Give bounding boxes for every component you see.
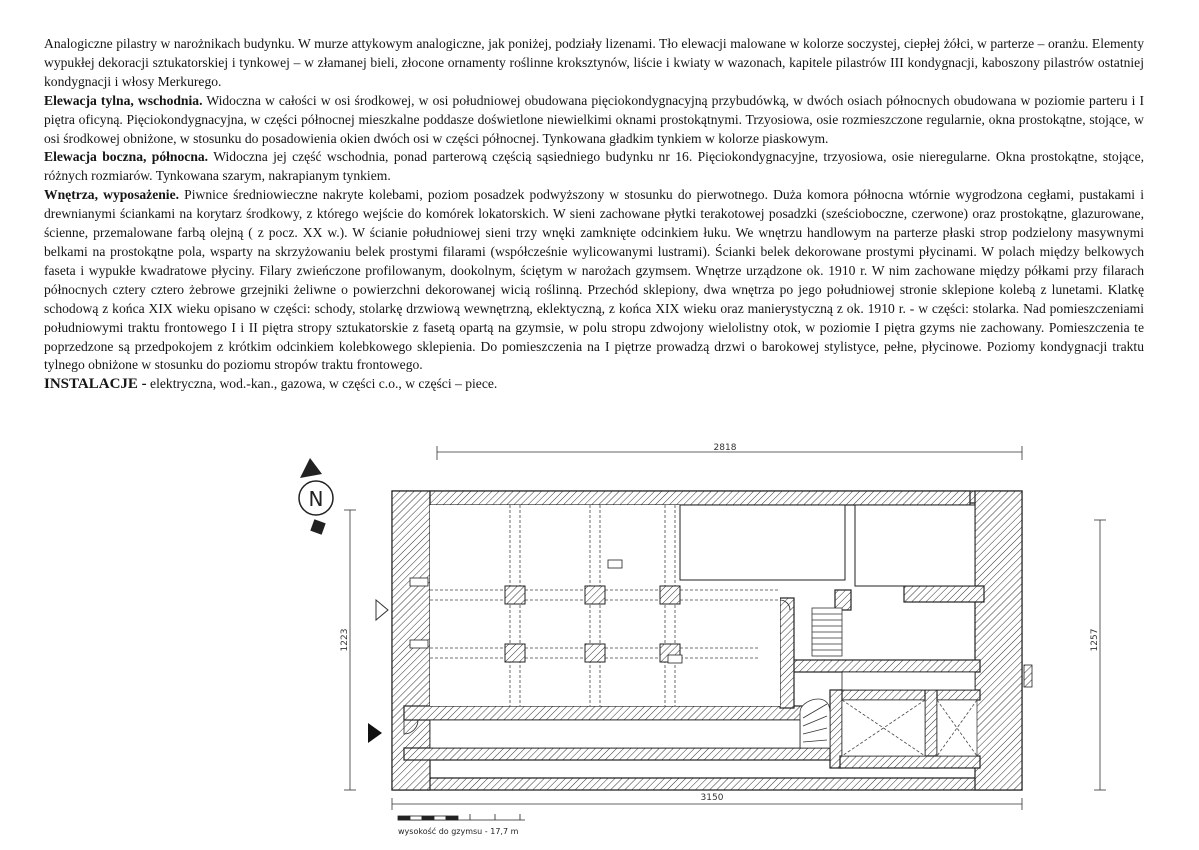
entrance-marker-main <box>368 723 382 743</box>
staircase <box>812 608 842 656</box>
passage <box>430 720 800 748</box>
body-interiors: Piwnice średniowieczne nakryte kolebami, poziom posadzek podwyższony w stosunku do pierwotnego. Duża komora północna wtórnie wygrodzona cegłami, pustakami i drewnianymi ściankami na korytarz środkowy, z którego wejście do komórek lokatorskich. W sieni zachowane płytki terakotowej posadzki (sześcioboczne, czerwone) oraz prostokątne, glazurowane, ścienne, przemalowane farbą olejną ( z pocz. XX w.). W ścianie południowej sieni trzy wnęki zamknięte odcinkiem łuku. We wnętrzu handlowym na parterze płaski strop podzielony masywnymi belkami na prostokątne pola, wsparty na skrzyżowaniu belek prostymi filarami (współcześnie wylicowanymi lustrami). Ścianki belek dekorowane prostymi płycinami. W polach między belkowych faseta i wypukłe kwadratowe płyciny. Filary zwieńczone profilowanym, dookolnym, ściętym w narożach gzymsem. Wnętrze urządzone ok. 1910 r. W nim zachowane między półkami przy filarach północnych cztery cztero żebrowe grzejniki żeliwne o powierzchni dekorowanej wicią roślinną. Przechód sklepiony, dwa wnętrza po jego południowej stronie sklepione kolebą z lunetami. Klatkę schodową z końca XIX wieku opisano w części: schody, stolarkę drzwiową wewnętrzną, eklektyczną, z końca XIX wieku oraz manierystyczną z ok. 1910 r. - w części: stolarka. Nad pomieszczeniami południowymi traktu frontowego I i II piętra stropy sztukatorskie z fasetą opartą na gzymsie, w polu stropu zdwojony wielolistny otok, w poziomie I piętra gzyms nie zachowany. Pomieszczenia te poprzedzone są przedpokojem z krótkim odcinkiem kolebkowego sklepienia. Do pomieszczenia na I piętrze prowadzą drzwi o barokowej stylistyce, pełne, płycinowe. Poziomy kondygnacji traktu tylnego obniżone w stosunku do poziomu stropów traktu frontowego. <box>44 187 1144 373</box>
heading-side-elevation: Elewacja boczna, północna. <box>44 149 209 165</box>
spiral-stair <box>800 699 830 748</box>
north-label: N <box>308 487 324 511</box>
scale-caption: wysokość do gzymsu - 17,7 m <box>398 827 519 836</box>
dimension-top <box>437 443 1022 460</box>
body-side-elevation: Widoczna jej część wschodnia, ponad parterową częścią sąsiedniego budynku nr 16. Pięciokondygnacyjne, trzyosiowa, osie nieregularne. Okna prostokątne, stojące, różnych rozmiarów. Tynkowana szarym, nakrapianym tynkiem. <box>44 149 1144 184</box>
entrance-marker-open <box>376 600 388 620</box>
dimension-top-label: 2818 <box>713 443 737 453</box>
dimension-right <box>1090 520 1106 790</box>
dimension-right-label: 1257 <box>1090 628 1100 652</box>
pillar <box>585 586 605 604</box>
rear-room <box>855 505 975 586</box>
pillar <box>585 644 605 662</box>
heading-interiors: Wnętrza, wyposażenie. <box>44 187 180 203</box>
heading-rear-elevation: Elewacja tylna, wschodnia. <box>44 92 203 108</box>
passage-rear <box>842 672 975 690</box>
pillar <box>505 586 525 604</box>
body-rear-elevation: Widoczna w całości w osi środkowej, w osi południowej obudowana pięciokondygnacyjną przybudówką, w dwóch osiach północnych obudowana w poziomie parteru i I piętra oficyną. Pięciokondygnacyjna, w części północnej mieszkalne poddasze doświetlone niewielkimi oknami prostokątnymi. Trzyosiowa, osie rozmieszczone regularnie, okna prostokątne, stojące, w osi środkowej obniżone, w stosunku do posadowienia okien dwóch osi w części północnej. Tynkowana gładkim tynkiem w kolorze piaskowym. <box>44 92 1145 146</box>
dimension-bottom <box>392 793 1022 810</box>
heading-installations: INSTALACJE - <box>44 376 147 393</box>
dimension-left <box>340 510 356 790</box>
dimension-left-label: 1223 <box>340 628 350 652</box>
pillar <box>505 644 525 662</box>
scale-bar <box>398 814 525 820</box>
rear-room-small <box>680 505 845 580</box>
north-arrow <box>299 458 333 535</box>
vaulted-rooms <box>842 700 977 756</box>
pillar <box>660 586 680 604</box>
dimension-bottom-label: 3150 <box>700 793 724 803</box>
body-installations: elektryczna, wod.-kan., gazowa, w części c.o., w części – piece. <box>146 376 498 392</box>
north-arrow-head <box>300 458 322 478</box>
paragraph-pilasters: Analogiczne pilastry w narożnikach budynku. W murze attykowym analogiczne, jak poniżej, podziały lizenami. Tło elewacji malowane w kolorze soczystej, ciepłej żółci, w parterze – oranżu. Elementy wypukłej dekoracji sztukatorskiej i tynkowej – w złamanej bieli, złocone ornamenty roślinne kroksztynów, liście i kwiaty w wazonach, kapitele pilastrów III kondygnacji, kaboszony pilastrów ostatniej kondygnacji i włosy Merkurego. <box>44 36 1144 89</box>
north-arrow-tail <box>310 519 325 534</box>
